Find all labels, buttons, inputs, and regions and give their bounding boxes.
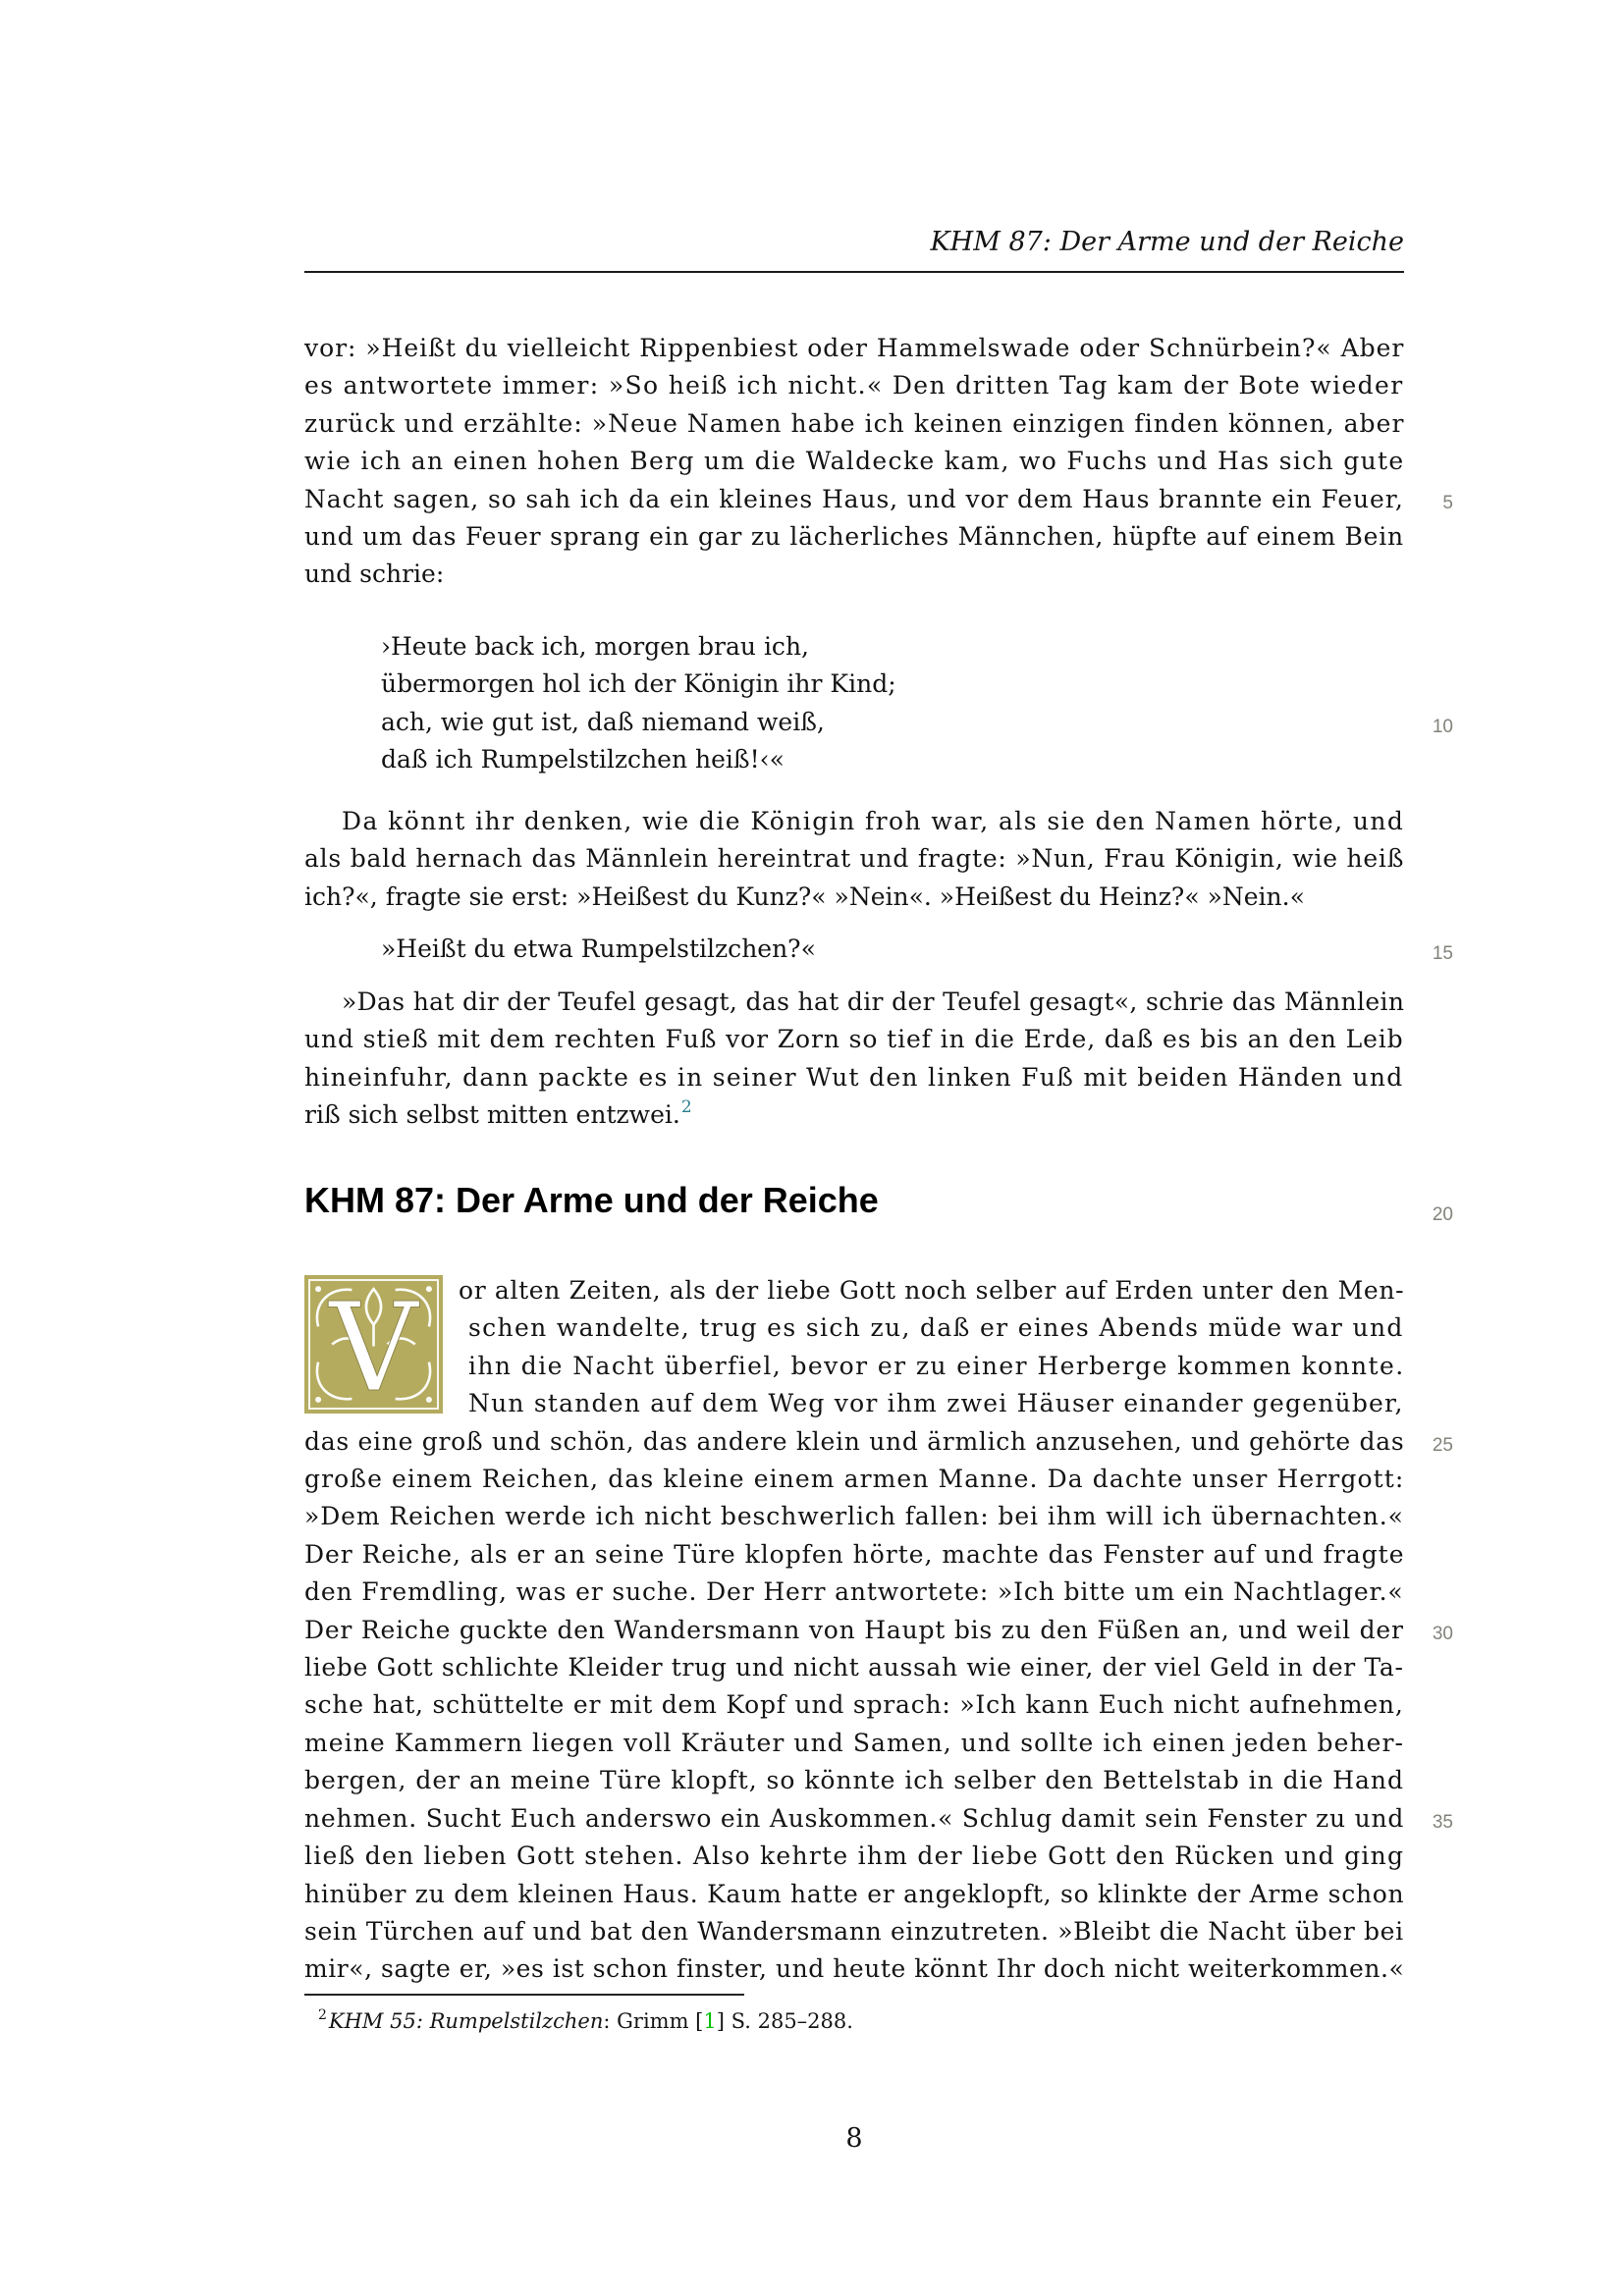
text-line: riß sich selbst mitten entzwei.$^2$ [304,1097,692,1130]
text-line: Nacht sagen, so sah ich da ein kleines Haus, und vor dem Haus brannte ein Feuer, [304,484,1404,513]
text-line: Der Reiche guckte den Wandersmann von Haupt bis zu den Füßen an, und weil der [304,1615,1404,1644]
footnote-rule [304,1994,744,1996]
text-line: den Fremdling, was er suche. Der Herr antwortete: »Ich bitte um ein Nachtlager.« [304,1577,1404,1607]
text-line: hinüber zu dem kleinen Haus. Kaum hatte er angeklopft, so klinkte der Arme schon [304,1879,1405,1908]
text-line: das eine groß und schön, das andere klein und ärmlich anzusehen, und gehörte das [304,1426,1405,1456]
text-line: ich?«, fragte sie erst: »Heißest du Kunz?« »Nein«. »Heißest du Heinz?« »Nein.« [304,881,1305,911]
text-line: Da könnt ihr denken, wie die Königin froh war, als sie den Namen hörte, und [342,807,1405,835]
text-line: hineinfuhr, dann packte es in seiner Wut den linken Fuß mit beiden Händen und [304,1062,1404,1092]
text-line: vor: »Heißt du vielleicht Rippenbiest oder Hammelswade oder Schnürbein?« Aber [304,334,1405,362]
text-line: ihn die Nacht überfiel, bevor er zu einer Herberge kommen konnte. [468,1351,1405,1380]
text-line: ließ den lieben Gott stehen. Also kehrte ihm der liebe Gott den Rücken und ging [304,1842,1405,1871]
text-line: ›Heute back ich, morgen brau ich, [381,632,809,661]
text-line: mir«, sagte er, »es ist schon finster, und heute könnt Ihr doch nicht weiterkommen.« [304,1954,1405,1984]
paragraph-rumpelstilzchen-2 [304,803,1404,916]
running-header: KHM 87: Der Arme und der Reiche [930,227,1404,257]
quote-line: »Heißt du etwa Rumpelstilzchen?« [381,934,816,963]
section-heading: KHM 87: Der Arme und der Reiche [304,1180,879,1220]
margin-line-number: 5 [1442,493,1453,513]
drop-cap-initial [304,1275,443,1414]
text-line: bergen, der an meine Türe klopft, so könnte ich selber den Bettelstab in die Hand [304,1766,1404,1795]
text-line: nehmen. Sucht Euch anderswo ein Auskommen.« Schlug damit sein Fenster zu und [304,1803,1405,1833]
paragraph-rumpelstilzchen-3 [304,984,1404,1138]
text-line: und um das Feuer sprang ein gar zu lächerliches Männchen, hüpfte auf einem Bein [304,522,1404,552]
text-line: schen wandelte, trug es sich zu, daß er eines Abends müde war und [468,1313,1404,1343]
text-line: sche hat, schüttelte er mit dem Kopf und sprach: »Ich kann Euch nicht aufnehmen, [304,1690,1404,1720]
verse-block [381,628,896,779]
text-line: und schrie: [304,560,445,589]
text-line: daß ich Rumpelstilzchen heiß!‹« [381,745,785,774]
text-line: übermorgen hol ich der Königin ihr Kind; [381,669,896,699]
text-line: Der Reiche, als er an seine Türe klopfen hörte, machte das Fenster auf und fragte [304,1539,1405,1569]
text-line: ach, wie gut ist, daß niemand weiß, [381,707,825,736]
text-line: wie ich an einen hohen Berg um die Waldecke kam, wo Fuchs und Has sich gute [304,447,1405,476]
text-line: und stieß mit dem rechten Fuß vor Zorn so tief in die Erde, daß es bis an den Leib [304,1025,1404,1054]
text-line: or alten Zeiten, als der liebe Gott noch selber auf Erden unter den Men- [459,1276,1405,1305]
drop-cap-letter: V [329,1276,418,1414]
margin-line-number: 25 [1432,1435,1453,1456]
drop-cap-ornament-icon [304,1275,443,1414]
header-rule [304,271,1404,273]
text-line: große einem Reichen, das kleine einem armen Manne. Da dachte unser Herrgott: [304,1465,1405,1494]
footnote-superscript-link[interactable]: 2 [680,1097,692,1118]
text-line: »Das hat dir der Teufel gesagt, das hat dir der Teufel gesagt«, schrie das Männlein [342,988,1405,1016]
margin-line-number: 20 [1432,1204,1453,1225]
text-line: als bald hernach das Männlein hereintrat und fragte: »Nun, Frau Königin, wie heiß [304,844,1405,874]
page-number: 8 [845,2123,863,2154]
text-line: »Dem Reichen werde ich nicht beschwerlich fallen: bei ihm will ich übernachten.« [304,1502,1404,1531]
margin-line-number: 15 [1432,943,1453,964]
citation-link[interactable]: 1 [703,2009,717,2033]
footnote-marker: 2 [318,2007,327,2023]
text-line: sein Türchen auf und bat den Wandersmann einzutreten. »Bleibt die Nacht über bei [304,1916,1404,1946]
footnote-text: : Grimm [ [603,2009,704,2033]
story-paragraph [304,1272,1404,1989]
margin-line-number: 30 [1432,1624,1453,1644]
text-line: zurück und erzählte: »Neue Namen habe ich keinen einzigen finden können, aber [304,408,1405,438]
footnote [304,2006,1404,2039]
text-line: meine Kammern liegen voll Kräuter und Samen, und sollte ich einen jeden beher- [304,1728,1404,1757]
paragraph-rumpelstilzchen-1 [304,330,1404,594]
footnote-text-tail: ] S. 285–288. [716,2009,853,2033]
text-line: liebe Gott schlichte Kleider trug und nicht aussah wie einer, der viel Geld in der Ta- [304,1653,1404,1682]
footnote-source-title: KHM 55: Rumpelstilzchen [328,2009,604,2033]
text-line: Nun standen auf dem Weg vor ihm zwei Häuser einander gegenüber, [468,1389,1404,1418]
margin-line-number: 35 [1432,1812,1453,1833]
text-line: es antwortete immer: »So heiß ich nicht.« Den dritten Tag kam der Bote wieder [304,371,1404,400]
margin-line-number: 10 [1432,717,1453,737]
